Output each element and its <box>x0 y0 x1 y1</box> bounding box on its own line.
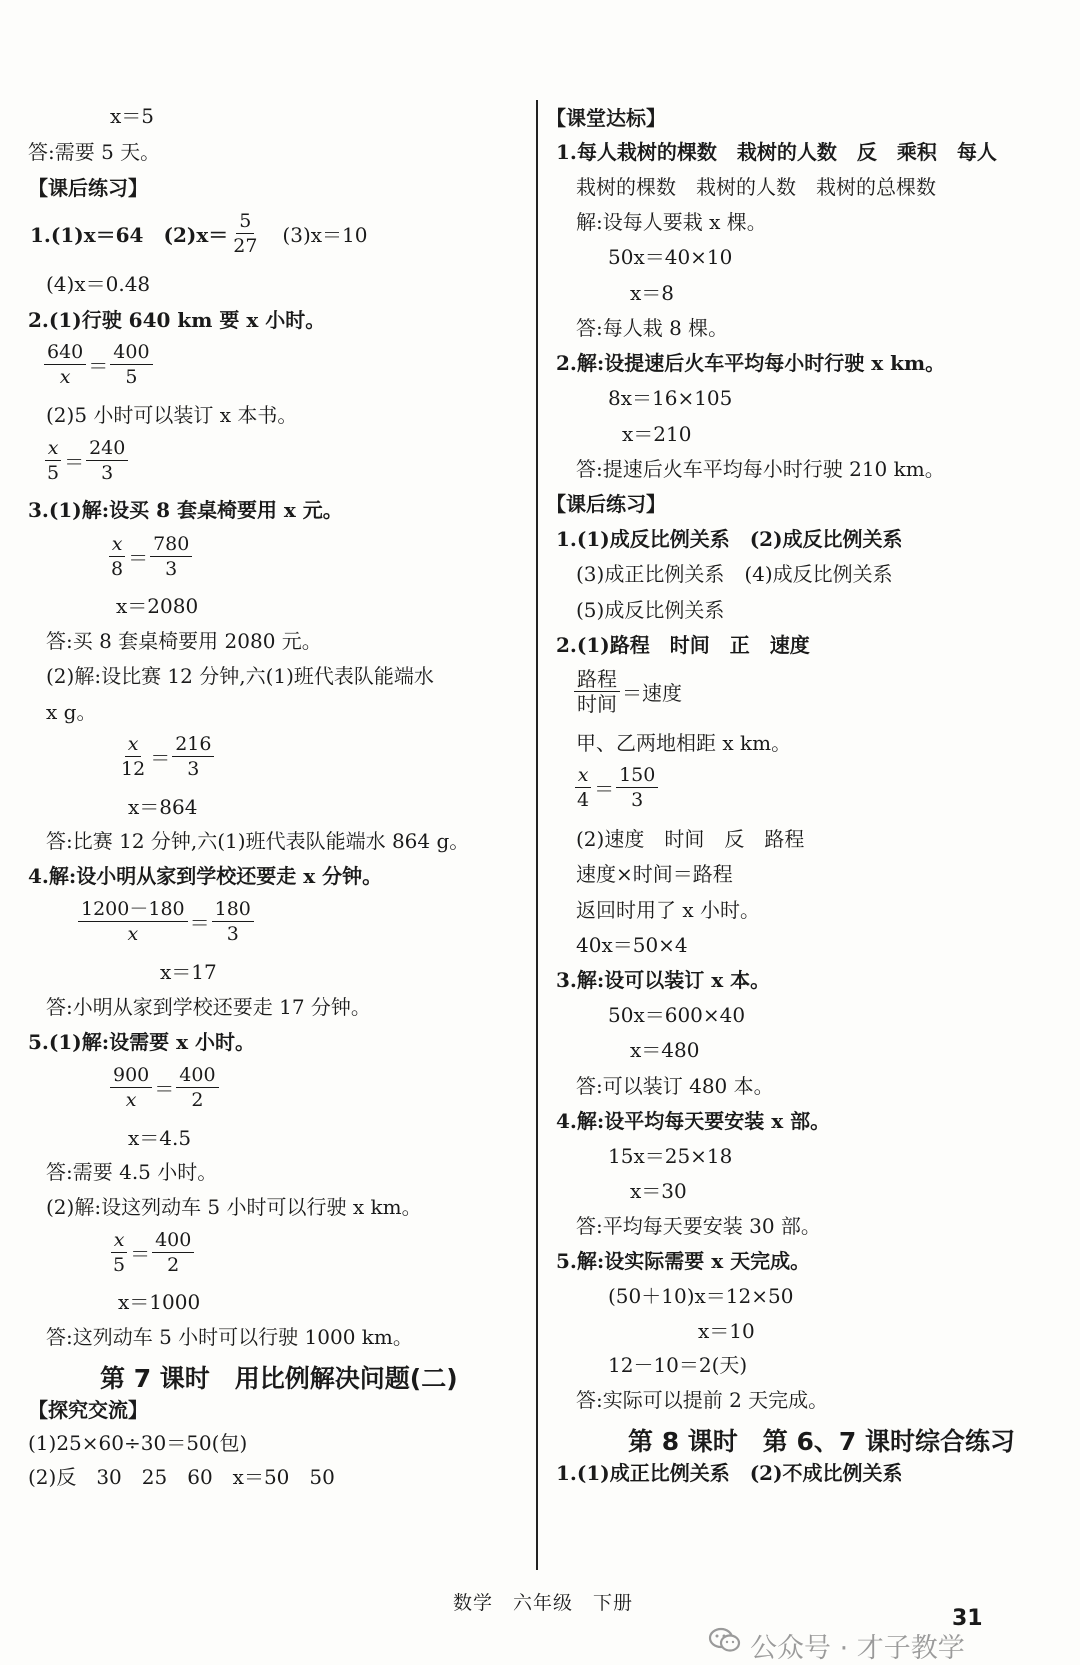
proportion-equation: $\frac{900}{x}$ ＝ $\frac{400}{2}$ <box>110 1064 219 1111</box>
answer-line: x＝17 <box>160 960 217 984</box>
answer-line: 答:每人栽 8 棵。 <box>576 316 729 340</box>
answer-line: 15x＝25×18 <box>608 1144 733 1168</box>
answer-line: 1.(1)成反比例关系 (2)成反比例关系 <box>556 527 903 551</box>
page-number: 31 <box>952 1606 983 1631</box>
section-heading: 【课后练习】 <box>28 176 148 200</box>
proportion-equation: $\frac{x}{4}$ ＝ $\frac{150}{3}$ <box>574 764 658 811</box>
section-heading: 【探究交流】 <box>28 1398 148 1422</box>
answer-line: x＝4.5 <box>128 1126 192 1150</box>
answer-line: (2)反 30 25 60 x＝50 50 <box>28 1465 335 1489</box>
answer-line: 1.(1)成正比例关系 (2)不成比例关系 <box>556 1461 903 1485</box>
answer-line: 返回时用了 x 小时。 <box>576 898 760 922</box>
answer-line: 答:买 8 套桌椅要用 2080 元。 <box>46 629 322 653</box>
answer-line: 40x＝50×4 <box>576 933 688 957</box>
answer-line: 50x＝40×10 <box>608 245 733 269</box>
question-line: (2)解:设比赛 12 分钟,六(1)班代表队能端水 <box>46 664 434 688</box>
question-line: 3.(1)解:设买 8 套桌椅要用 x 元。 <box>28 498 343 522</box>
answer-line: 答:平均每天要安装 30 部。 <box>576 1214 821 1238</box>
answer-line: 12－10＝2(天) <box>608 1353 748 1377</box>
question-line: 4.解:设平均每天要安装 x 部。 <box>556 1109 831 1133</box>
question-line: (2)5 小时可以装订 x 本书。 <box>46 403 298 427</box>
answer-line: x＝30 <box>630 1179 687 1203</box>
answer-line: 答:小明从家到学校还要走 17 分钟。 <box>46 995 371 1019</box>
answer-line: x＝210 <box>622 422 692 446</box>
question-line: x g。 <box>46 700 97 724</box>
lesson-title: 第 7 课时 用比例解决问题(二) <box>100 1364 458 1393</box>
question-line: 2.(1)行驶 640 km 要 x 小时。 <box>28 308 326 332</box>
answer-line: x＝480 <box>630 1038 700 1062</box>
answer-line: 答:实际可以提前 2 天完成。 <box>576 1388 829 1412</box>
answer-line: (50＋10)x＝12×50 <box>608 1284 794 1308</box>
answer-line: (4)x＝0.48 <box>46 272 151 296</box>
answer-line: 解:设每人要栽 x 棵。 <box>576 210 767 234</box>
answer-line: 甲、乙两地相距 x km。 <box>576 731 792 755</box>
answer-line: (1)25×60÷30＝50(包) <box>28 1431 248 1455</box>
page-footer: 数学 六年级 下册 <box>453 1592 634 1614</box>
section-heading: 【课后练习】 <box>546 492 666 516</box>
proportion-equation: $\frac{640}{x}$ ＝ $\frac{400}{5}$ <box>44 341 153 388</box>
answer-line: 栽树的棵数 栽树的人数 栽树的总棵数 <box>576 175 936 199</box>
proportion-equation: $\frac{x}{5}$ ＝ $\frac{240}{3}$ <box>44 437 128 484</box>
answer-line: 答:可以装订 480 本。 <box>576 1074 774 1098</box>
column-divider <box>536 100 538 1570</box>
answer-line: 答:需要 5 天。 <box>28 140 161 164</box>
answer-line: 答:提速后火车平均每小时行驶 210 km。 <box>576 457 945 481</box>
proportion-equation: $\frac{x}{8}$ ＝ $\frac{780}{3}$ <box>108 533 192 580</box>
answer-line: (5)成反比例关系 <box>576 598 725 622</box>
answer-line: 答:需要 4.5 小时。 <box>46 1160 218 1184</box>
formula-line: $\frac{\text{路程}}{\text{时间}}$ ＝速度 <box>574 668 684 715</box>
answer-line: x＝8 <box>630 281 675 305</box>
proportion-equation: $\frac{1200-180}{x}$ ＝ $\frac{180}{3}$ <box>78 898 254 945</box>
answer-line: x＝2080 <box>116 594 199 618</box>
section-heading: 【课堂达标】 <box>546 106 666 130</box>
answer-line: 速度×时间＝路程 <box>576 862 733 886</box>
question-1-line <box>28 210 370 257</box>
watermark-text: 公众号 · 才子教学 <box>750 1633 965 1664</box>
answer-line: 答:这列动车 5 小时可以行驶 1000 km。 <box>46 1325 413 1349</box>
question-text: 1.(1)x＝64 (2)x＝ <box>30 223 229 247</box>
question-line: 5.(1)解:设需要 x 小时。 <box>28 1030 255 1054</box>
question-line: 5.解:设实际需要 x 天完成。 <box>556 1249 811 1273</box>
answer-line: x＝10 <box>698 1319 755 1343</box>
answer-line: (3)成正比例关系 (4)成反比例关系 <box>576 562 893 586</box>
answer-line: 2.(1)路程 时间 正 速度 <box>556 633 810 657</box>
answer-line: x＝5 <box>110 104 155 128</box>
question-line: 3.解:设可以装订 x 本。 <box>556 968 771 992</box>
question-line: 2.解:设提速后火车平均每小时行驶 x km。 <box>556 351 946 375</box>
answer-line: x＝864 <box>128 795 198 819</box>
answer-line: 8x＝16×105 <box>608 386 733 410</box>
answer-line: 50x＝600×40 <box>608 1003 746 1027</box>
answer-line: (2)速度 时间 反 路程 <box>576 827 805 851</box>
answer-line: x＝1000 <box>118 1290 201 1314</box>
proportion-equation: $\frac{x}{12}$ ＝ $\frac{216}{3}$ <box>118 733 214 780</box>
question-line: (2)解:设这列动车 5 小时可以行驶 x km。 <box>46 1195 422 1219</box>
lesson-title: 第 8 课时 第 6、7 课时综合练习 <box>628 1427 1016 1456</box>
question-line: 4.解:设小明从家到学校还要走 x 分钟。 <box>28 864 383 888</box>
fraction: $\frac{5}{27}$ <box>233 210 258 257</box>
wechat-icon <box>708 1627 742 1653</box>
question-text: (3)x＝10 <box>262 223 368 247</box>
question-line: 1.每人栽树的棵数 栽树的人数 反 乘积 每人 <box>556 140 997 164</box>
proportion-equation: $\frac{x}{5}$ ＝ $\frac{400}{2}$ <box>110 1229 194 1276</box>
answer-line: 答:比赛 12 分钟,六(1)班代表队能端水 864 g。 <box>46 829 470 853</box>
